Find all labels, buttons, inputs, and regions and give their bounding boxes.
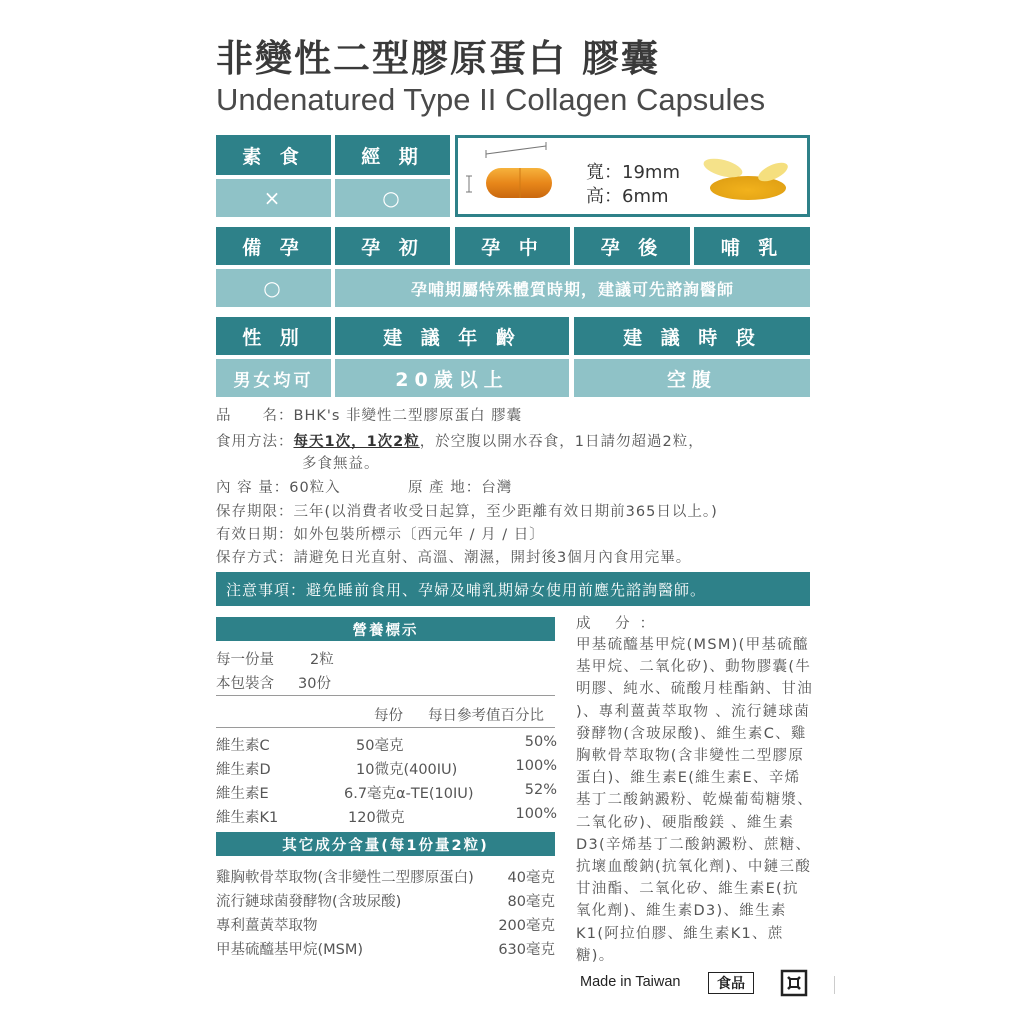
pack-label: 本包裝含 bbox=[216, 676, 274, 692]
header-vegetarian: 素 食 bbox=[216, 135, 331, 175]
expiry-label: 有效日期： bbox=[216, 527, 294, 543]
storage-value: 請避免日光直射、高溫、潮濕，開封後3個月內食用完畢。 bbox=[293, 550, 692, 566]
recycle-icon bbox=[780, 969, 808, 997]
column-daily-value: 每日參考值百分比 bbox=[428, 708, 544, 724]
header-breastfeeding: 哺 乳 bbox=[694, 227, 810, 265]
nutrient-percent: 100% bbox=[515, 806, 557, 822]
header-menstruation: 經 期 bbox=[335, 135, 450, 175]
usage-line-2: 多食無益。 bbox=[302, 456, 380, 472]
other-ingredient-name: 專利薑黃萃取物 bbox=[216, 918, 318, 934]
value-menstruation: ○ bbox=[335, 179, 450, 217]
content-label: 內 容 量： bbox=[216, 480, 290, 496]
origin-line bbox=[408, 476, 512, 497]
page-subtitle: Undenatured Type II Collagen Capsules bbox=[216, 82, 766, 117]
content-line bbox=[216, 476, 341, 497]
nutrient-amount: 120微克 bbox=[348, 810, 405, 826]
shelf-life-value: 三年(以消費者收受日起算，至少距離有效日期前365日以上。) bbox=[293, 504, 718, 520]
header-suggested-age: 建 議 年 齡 bbox=[335, 317, 569, 355]
value-suggested-time: 空腹 bbox=[574, 359, 810, 397]
ingredients-text: 甲基硫醯基甲烷(MSM)(甲基硫醯基甲烷、二氧化矽)、動物膠囊(牛明膠、純水、硫酸月桂酯鈉、甘油 )、專利薑黃萃取物 、流行鏈球菌發酵物(含玻尿酸)、維生素C、雞胸軟骨萃取物(含非變性二型膠原蛋白)、維生素E(維生素E、辛烯基丁二酸鈉澱粉、乾燥葡萄糖漿、二氧化矽)、硬脂酸鎂 、維生素D3(辛烯基丁二酸鈉澱粉、蔗糖、抗壞血酸鈉(抗氧化劑)、中鏈三酸甘油酯、二氧化矽、維生素E(抗氧化劑)、維生素D3)、維生素K1(阿拉伯膠、維生素K1、蔗糖)。 bbox=[576, 637, 813, 964]
origin-label: 原 產 地： bbox=[408, 480, 482, 496]
storage-label: 保存方式： bbox=[216, 550, 294, 566]
nutrient-name: 維生素C bbox=[216, 738, 270, 754]
capsule-size-panel bbox=[455, 135, 810, 217]
header-gender: 性 別 bbox=[216, 317, 331, 355]
other-ingredient-amount: 200毫克 bbox=[498, 918, 555, 934]
usage-label: 食用方法： bbox=[216, 434, 294, 450]
nutrition-header: 營養標示 bbox=[216, 617, 555, 641]
content-value: 60粒入 bbox=[289, 480, 341, 496]
nutrient-name: 維生素K1 bbox=[216, 810, 279, 826]
other-ingredient-name: 雞胸軟骨萃取物(含非變性二型膠原蛋白) bbox=[216, 870, 474, 886]
value-vegetarian: × bbox=[216, 179, 331, 217]
nutrient-name: 維生素E bbox=[216, 786, 269, 802]
shelf-life-label: 保存期限： bbox=[216, 504, 294, 520]
header-suggested-time: 建 議 時 段 bbox=[574, 317, 810, 355]
divider bbox=[834, 976, 835, 994]
header-mid-pregnancy: 孕 中 bbox=[455, 227, 570, 265]
pack-value: 30份 bbox=[298, 676, 331, 692]
value-gender: 男女均可 bbox=[216, 359, 331, 397]
usage-dosage: 每天1次，1次2粒 bbox=[293, 434, 420, 450]
nutrient-amount: 50毫克 bbox=[356, 738, 404, 754]
header-late-pregnancy: 孕 後 bbox=[574, 227, 690, 265]
other-ingredient-name: 甲基硫醯基甲烷(MSM) bbox=[216, 942, 364, 958]
storage-line bbox=[216, 546, 691, 567]
pregnancy-advice: 孕哺期屬特殊體質時期，建議可先諮詢醫師 bbox=[335, 269, 810, 307]
nutrient-amount: 6.7毫克α-TE(10IU) bbox=[344, 786, 474, 802]
expiry-value: 如外包裝所標示〔西元年 / 月 / 日〕 bbox=[293, 527, 545, 543]
nutrient-percent: 50% bbox=[524, 734, 557, 750]
food-mark: 食品 bbox=[708, 972, 754, 994]
expiry-line bbox=[216, 523, 545, 544]
divider bbox=[216, 695, 555, 696]
nutrient-name: 維生素D bbox=[216, 762, 271, 778]
nutrient-percent: 100% bbox=[515, 758, 557, 774]
made-in-taiwan: Made in Taiwan bbox=[580, 974, 681, 990]
header-early-pregnancy: 孕 初 bbox=[335, 227, 450, 265]
origin-value: 台灣 bbox=[481, 480, 513, 496]
usage-line bbox=[216, 430, 704, 451]
page-title: 非變性二型膠原蛋白 膠囊 bbox=[216, 37, 660, 80]
other-ingredient-amount: 40毫克 bbox=[507, 870, 555, 886]
value-preparing-pregnancy: ○ bbox=[216, 269, 331, 307]
nutrient-percent: 52% bbox=[524, 782, 557, 798]
serving-label: 每一份量 bbox=[216, 652, 274, 668]
other-ingredient-amount: 80毫克 bbox=[507, 894, 555, 910]
product-name-value: BHK's 非變性二型膠原蛋白 膠囊 bbox=[293, 408, 523, 424]
capsule-height-text: 高：6mm bbox=[586, 186, 669, 207]
nutrient-amount: 10微克(400IU) bbox=[356, 762, 458, 778]
usage-instructions: ，於空腹以開水吞食，1日請勿超過2粒， bbox=[419, 434, 704, 450]
notice-bar: 注意事項：避免睡前食用、孕婦及哺乳期婦女使用前應先諮詢醫師。 bbox=[216, 572, 810, 606]
other-ingredients-header: 其它成分含量(每1份量2粒) bbox=[216, 832, 555, 856]
column-per-serving: 每份 bbox=[374, 708, 403, 724]
other-ingredient-amount: 630毫克 bbox=[498, 942, 555, 958]
divider bbox=[216, 727, 555, 728]
header-preparing-pregnancy: 備 孕 bbox=[216, 227, 331, 265]
other-ingredient-name: 流行鏈球菌發酵物(含玻尿酸) bbox=[216, 894, 402, 910]
value-suggested-age: 20歲以上 bbox=[335, 359, 569, 397]
product-name-line bbox=[216, 404, 522, 425]
ingredients-title: 成 分： bbox=[576, 616, 665, 632]
capsule-width-text: 寬：19mm bbox=[586, 162, 680, 183]
serving-value: 2粒 bbox=[310, 652, 334, 668]
shelf-life-line bbox=[216, 500, 718, 521]
product-name-label: 品 名： bbox=[216, 408, 294, 424]
